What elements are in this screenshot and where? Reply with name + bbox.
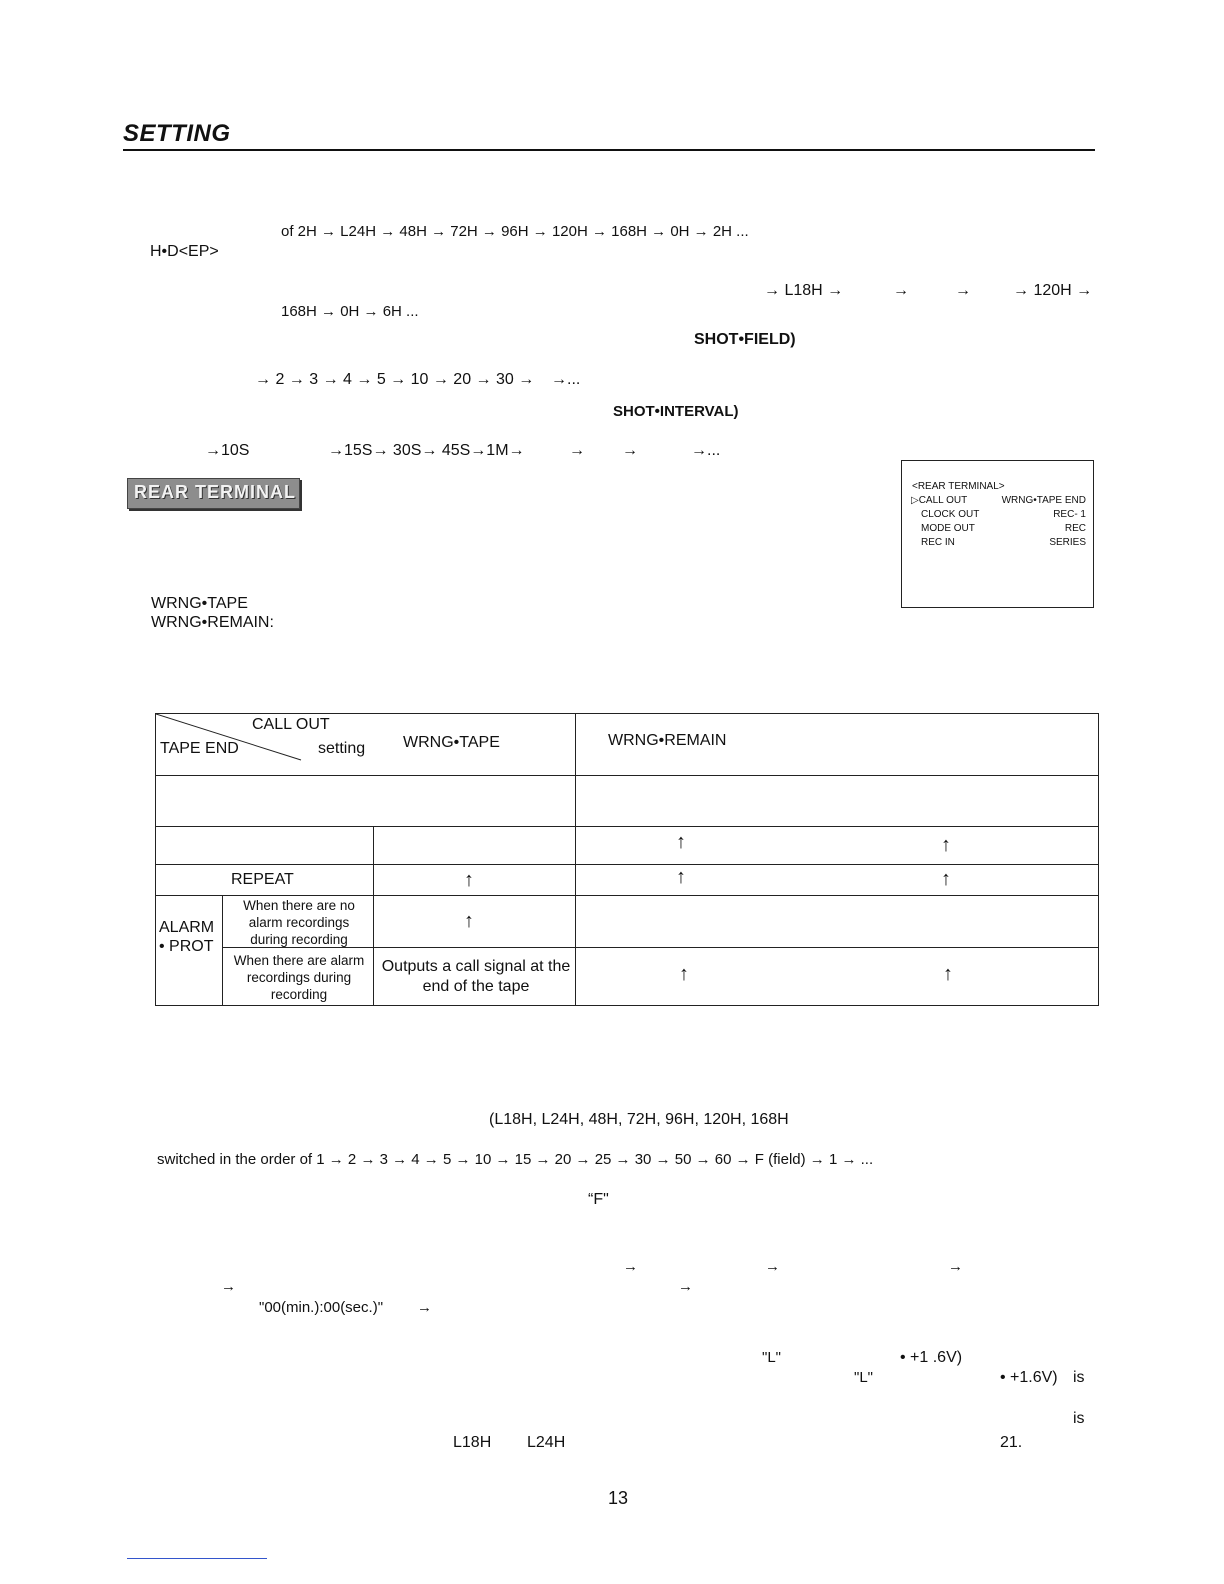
signal-level-l: "L" <box>854 1369 873 1386</box>
mode-sequence-line: of 2H → L24H → 48H → 72H → 96H → 120H → 168H → 0H → 2H ... <box>281 223 749 240</box>
column-divider <box>222 895 223 1006</box>
sequence-arrow: → <box>955 282 971 299</box>
ditto-mark: ↑ <box>943 963 953 985</box>
signal-level-l: "L" <box>762 1349 781 1366</box>
footer-link-underline <box>127 1558 267 1559</box>
sequence-fragment: → 120H → <box>1013 282 1093 299</box>
title-rule <box>123 149 1095 151</box>
sequence-arrow: → <box>569 442 585 459</box>
sequence-ellipsis: →... <box>691 442 721 459</box>
ditto-mark: ↑ <box>679 963 689 985</box>
menu-value-call-out: WRNG•TAPE END <box>1001 495 1086 506</box>
sequence-arrow: → <box>765 1258 780 1275</box>
sequence-arrow: → <box>221 1278 236 1295</box>
menu-item-clock-out: CLOCK OUT <box>921 509 980 520</box>
page-number: 13 <box>608 1488 629 1508</box>
shot-field-sequence: → 2 → 3 → 4 → 5 → 10 → 20 → 30 → <box>255 371 535 388</box>
menu-value-clock-out: REC- 1 <box>1053 509 1086 520</box>
interval-fragment: →10S <box>205 442 250 459</box>
sequence-arrow: → <box>417 1299 432 1316</box>
signal-voltage: • +1.6V) <box>1000 1369 1058 1386</box>
sequence-arrow: → <box>678 1278 693 1295</box>
rear-terminal-badge <box>127 478 300 509</box>
text-fragment: is <box>1073 1410 1085 1427</box>
wrng-tape-term: WRNG•TAPE <box>151 595 248 612</box>
header-wrng-tape: WRNG•TAPE <box>403 734 500 751</box>
menu-item-rec-in: REC IN <box>921 537 955 548</box>
text-fragment: is <box>1073 1369 1085 1386</box>
mode-l18h: L18H <box>453 1434 492 1451</box>
row-label-prot: • PROT <box>159 938 214 955</box>
field-sequence-line: switched in the order of 1 → 2 → 3 → 4 → 5 → 10 → 15 → 20 → 25 → 30 → 50 → 60 → F (field) → 1 → ... <box>157 1151 874 1168</box>
signal-voltage: • +1 .6V) <box>900 1349 963 1366</box>
row-label-repeat: REPEAT <box>231 871 294 888</box>
condition-with-alarm: When there are alarm recordings during recording <box>233 953 365 1002</box>
mode-l24h: L24H <box>527 1434 566 1451</box>
wrng-remain-term: WRNG•REMAIN: <box>151 614 274 631</box>
corner-tape-end: TAPE END <box>160 740 239 757</box>
shot-interval-label: SHOT•INTERVAL) <box>613 403 739 420</box>
row-divider <box>156 864 1099 865</box>
sequence-arrow: → <box>893 282 909 299</box>
row-divider <box>156 826 1099 827</box>
column-divider <box>373 826 374 1006</box>
rear-terminal-badge-label: REAR TERMINAL <box>134 482 296 502</box>
corner-setting: setting <box>318 740 366 757</box>
row-label-alarm: ALARM <box>159 919 215 936</box>
ditto-mark: ↑ <box>941 868 951 890</box>
corner-call-out: CALL OUT <box>252 716 330 733</box>
mode-label-hdep: H•D<EP> <box>150 243 219 260</box>
menu-item-call-out: ▷CALL OUT <box>911 495 968 506</box>
menu-title: <REAR TERMINAL> <box>912 481 1005 492</box>
page-title: SETTING <box>123 120 231 147</box>
menu-value-mode-out: REC <box>1064 523 1086 534</box>
sequence-arrow: → <box>948 1258 963 1275</box>
time-format: "00(min.):00(sec.)" <box>259 1299 384 1316</box>
row-divider <box>156 775 1099 776</box>
outputs-call-signal: Outputs a call signal at the end of the tape <box>381 958 571 995</box>
interval-sequence: →15S→ 30S→ 45S→1M→ <box>328 442 525 459</box>
page-reference: 21. <box>1000 1434 1023 1451</box>
row-divider <box>156 895 1099 896</box>
tape-mode-list: (L18H, L24H, 48H, 72H, 96H, 120H, 168H <box>489 1111 789 1128</box>
ditto-mark: ↑ <box>941 834 951 856</box>
condition-no-alarm: When there are no alarm recordings during recording <box>243 898 355 947</box>
sequence-arrow: → <box>622 442 638 459</box>
ditto-mark: ↑ <box>464 910 474 932</box>
ditto-mark: ↑ <box>464 869 474 891</box>
ditto-mark: ↑ <box>676 831 686 853</box>
sequence-ellipsis: →... <box>551 371 581 388</box>
sequence-fragment: 168H → 0H → 6H ... <box>281 303 419 320</box>
menu-item-mode-out: MODE OUT <box>921 523 975 534</box>
call-out-table <box>155 713 1099 1006</box>
header-wrng-remain: WRNG•REMAIN <box>608 732 727 749</box>
sequence-fragment: → L18H → <box>764 282 844 299</box>
f-quote: “F" <box>588 1191 609 1208</box>
ditto-mark: ↑ <box>676 866 686 888</box>
rear-terminal-menu-screen <box>901 460 1094 608</box>
column-divider <box>575 714 576 1006</box>
sequence-arrow: → <box>623 1258 638 1275</box>
shot-field-label: SHOT•FIELD) <box>694 331 796 348</box>
menu-value-rec-in: SERIES <box>1049 537 1086 548</box>
